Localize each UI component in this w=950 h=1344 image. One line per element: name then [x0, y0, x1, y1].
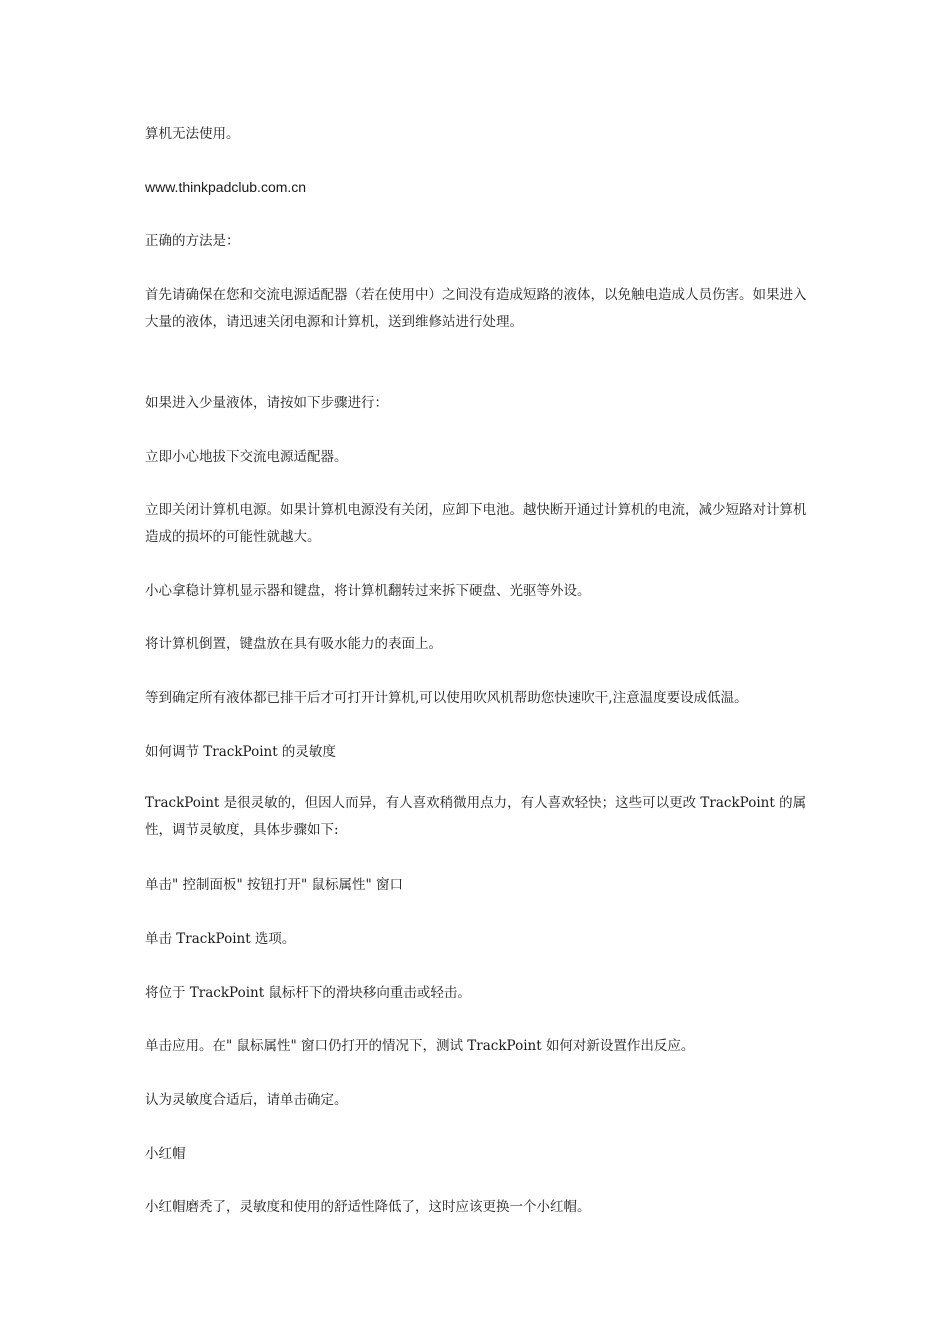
paragraph-step-power-off: 立即关闭计算机电源。如果计算机电源没有关闭，应卸下电池。越快断开通过计算机的电流，减少短路对计算机造成的损坏的可能性就越大。 — [145, 502, 807, 545]
paragraph-step-invert: 将计算机倒置，键盘放在具有吸水能力的表面上。 — [145, 636, 442, 652]
paragraph-small-liquid: 如果进入少量液体，请按如下步骤进行： — [145, 395, 388, 411]
paragraph-intro-fragment: 算机无法使用。 — [145, 126, 240, 142]
paragraph-step-control-panel: 单击" 控制面板" 按钮打开" 鼠标属性" 窗口 — [145, 877, 404, 893]
paragraph-step-select-trackpoint: 单击 TrackPoint 选项。 — [145, 931, 296, 947]
paragraph-step-apply: 单击应用。在" 鼠标属性" 窗口仍打开的情况下，测试 TrackPoint 如何对新设置作出反应。 — [145, 1038, 695, 1054]
paragraph-step-confirm: 认为灵敏度合适后，请单击确定。 — [145, 1092, 348, 1108]
paragraph-correct-method: 正确的方法是： — [145, 233, 240, 249]
paragraph-large-liquid: 首先请确保在您和交流电源适配器（若在使用中）之间没有造成短路的液体，以免触电造成人员伤害。如果进入大量的液体，请迅速关闭电源和计算机，送到维修站进行处理。 — [145, 287, 807, 330]
paragraph-website: www.thinkpadclub.com.cn — [145, 179, 307, 195]
paragraph-step-unplug: 立即小心地拔下交流电源适配器。 — [145, 449, 348, 465]
paragraph-step-dry: 等到确定所有液体都已排干后才可打开计算机,可以使用吹风机帮助您快速吹干,注意温度要设成低温。 — [145, 690, 748, 706]
paragraph-step-remove-peripherals: 小心拿稳计算机显示器和键盘，将计算机翻转过来拆下硬盘、光驱等外设。 — [145, 583, 591, 599]
paragraph-step-slider: 将位于 TrackPoint 鼠标杆下的滑块移向重击或轻击。 — [145, 985, 471, 1001]
paragraph-red-cap-replace: 小红帽磨秃了，灵敏度和使用的舒适性降低了，这时应该更换一个小红帽。 — [145, 1199, 591, 1215]
heading-trackpoint-sensitivity: 如何调节 TrackPoint 的灵敏度 — [145, 744, 336, 760]
heading-red-cap: 小红帽 — [145, 1146, 186, 1162]
paragraph-trackpoint-intro: TrackPoint 是很灵敏的，但因人而异，有人喜欢稍微用点力，有人喜欢轻快；这些可以更改 TrackPoint 的属性，调节灵敏度，具体步骤如下: — [145, 795, 807, 838]
